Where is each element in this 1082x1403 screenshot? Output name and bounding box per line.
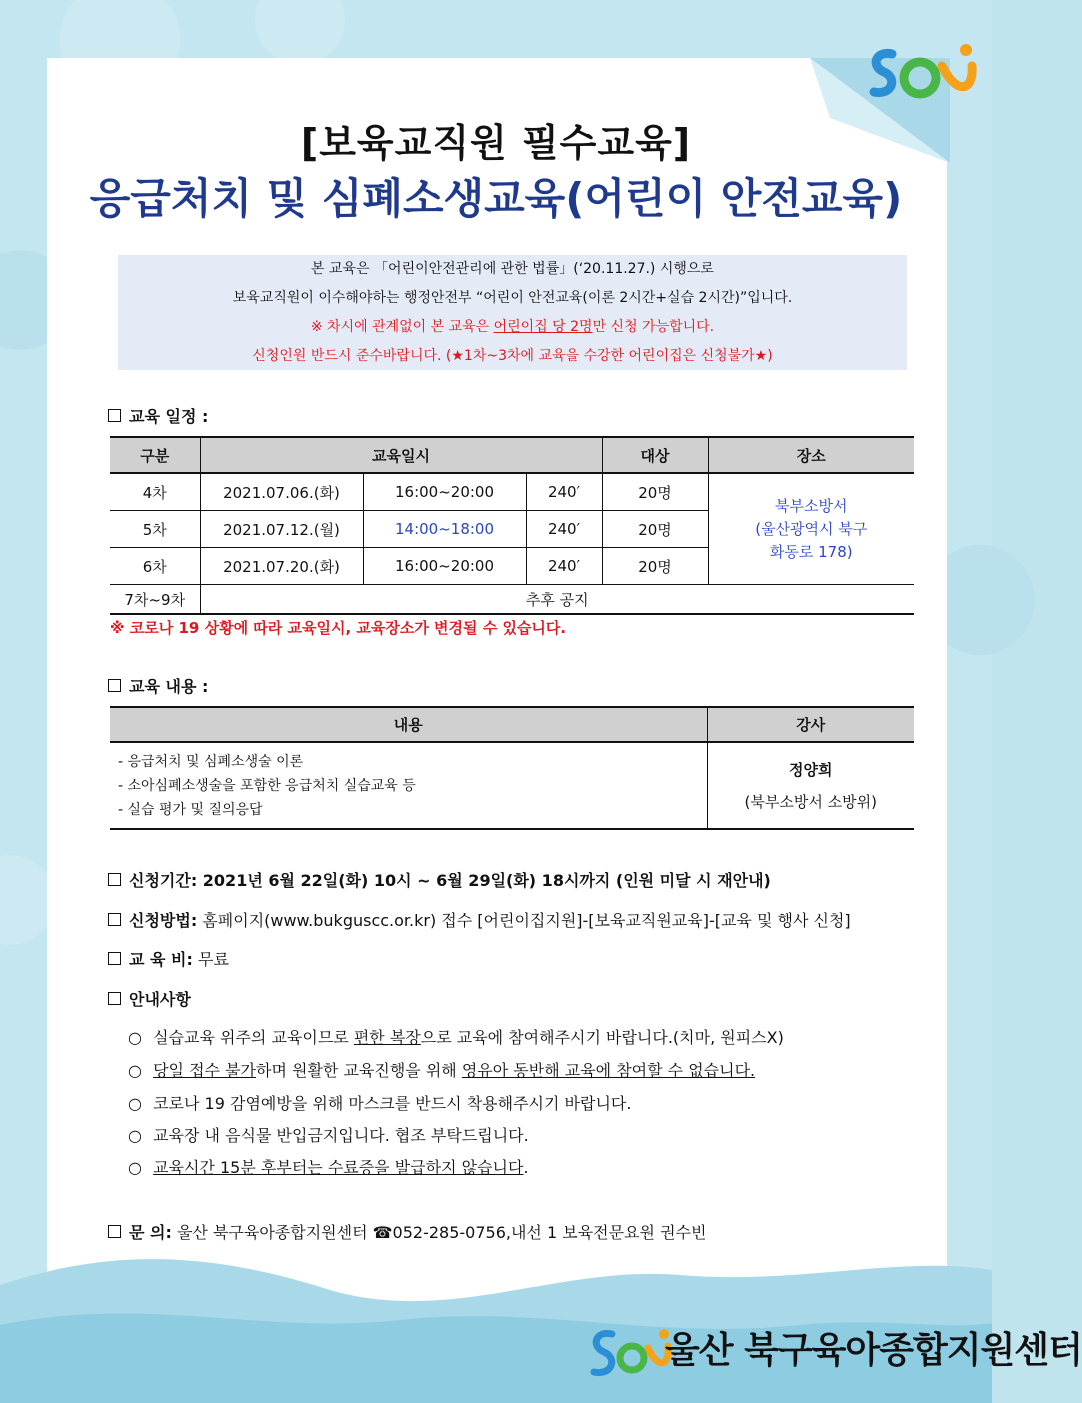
- guide-heading-text: 안내사항: [129, 990, 191, 1009]
- guide-item: [128, 1025, 784, 1048]
- notice-warning-text: 만 신청 가능합니다.: [592, 319, 715, 335]
- table-header-row: [110, 437, 914, 473]
- announcement-cell: 추후 공지: [200, 585, 914, 615]
- time-cell: 14:00~18:00: [363, 511, 526, 548]
- checkbox-square-icon: [108, 952, 121, 965]
- guide-text: .: [523, 1158, 529, 1177]
- guide-text: 으로 교육에 참여해주시기 바랍니다.(치마, 원피스X): [420, 1028, 784, 1047]
- target-cell: 20명: [602, 473, 708, 511]
- place-line: 북부소방서: [775, 496, 848, 515]
- round-cell: 6차: [110, 548, 200, 585]
- circle-bullet-icon: ○: [128, 1028, 142, 1047]
- table-header-cell: 내용: [110, 707, 707, 742]
- guide-emphasis: 편한 복장: [353, 1028, 421, 1047]
- time-cell: 16:00~20:00: [363, 548, 526, 585]
- place-line: (울산광역시 북구: [755, 519, 868, 538]
- education-fee: [108, 947, 229, 970]
- place-cell: [708, 473, 914, 585]
- notice-box: [118, 255, 907, 370]
- checkbox-square-icon: [108, 679, 121, 692]
- schedule-table: [110, 436, 914, 615]
- round-cell: 7차~9차: [110, 585, 200, 615]
- table-header-cell: 교육일시: [200, 437, 602, 473]
- notice-warning-text: ※ 차시에 관계없이 본 교육은: [310, 319, 494, 335]
- content-item: - 응급처치 및 심폐소생술 이론: [118, 753, 304, 770]
- time-cell: 16:00~20:00: [363, 473, 526, 511]
- date-cell: 2021.07.06.(화): [200, 473, 363, 511]
- place-line: 화동로 178): [769, 542, 853, 561]
- application-period-text: 신청기간: 2021년 6월 22일(화) 10시 ~ 6월 29일(화) 18시까지 (인원 미달 시 재안내): [129, 871, 771, 890]
- date-cell: 2021.07.20.(화): [200, 548, 363, 585]
- content-item: - 실습 평가 및 질의응답: [118, 801, 263, 818]
- guide-text: 실습교육 위주의 교육이므로: [153, 1028, 354, 1047]
- checkbox-square-icon: [108, 409, 121, 422]
- minutes-cell: 240′: [526, 548, 602, 585]
- guide-emphasis: 영유아 동반해 교육에 참여할 수 없습니다.: [461, 1061, 756, 1080]
- table-header-cell: 구분: [110, 437, 200, 473]
- guide-item: [128, 1155, 529, 1178]
- content-item: - 소아심폐소생술을 포함한 응급처치 실습교육 등: [118, 777, 416, 794]
- application-period: [108, 868, 771, 891]
- circle-bullet-icon: ○: [128, 1158, 142, 1177]
- contact-value: 울산 북구육아종합지원센터 ☎052-285-0756,내선 1 보육전문요원 권수빈: [171, 1223, 707, 1242]
- contact-info: [108, 1220, 706, 1243]
- content-table: [110, 706, 914, 830]
- table-row: [110, 585, 914, 615]
- notice-warning-emphasis: 어린이집 당 2명: [493, 319, 593, 335]
- round-cell: 4차: [110, 473, 200, 511]
- guide-text: 하며 원활한 교육진행을 위해: [256, 1061, 462, 1080]
- content-heading: [108, 674, 208, 697]
- lecturer-org: (북부소방서 소방위): [744, 792, 877, 811]
- lecturer-name: 정양희: [789, 760, 833, 779]
- checkbox-square-icon: [108, 913, 121, 926]
- application-method-label: 신청방법:: [129, 911, 198, 930]
- center-logo-icon: [862, 36, 982, 106]
- target-cell: 20명: [602, 511, 708, 548]
- table-header-cell: 대상: [602, 437, 708, 473]
- date-cell: 2021.07.12.(월): [200, 511, 363, 548]
- notice-warning: [118, 313, 907, 342]
- page-title: [보육교직원 필수교육]: [300, 121, 692, 165]
- guide-item: [128, 1058, 755, 1081]
- schedule-heading: [108, 404, 208, 427]
- covid-notice: ※ 코로나 19 상황에 따라 교육일시, 교육장소가 변경될 수 있습니다.: [110, 619, 567, 637]
- guide-text: 교육장 내 음식물 반입금지입니다. 협조 부탁드립니다.: [153, 1126, 529, 1145]
- minutes-cell: 240′: [526, 511, 602, 548]
- table-header-row: [110, 707, 914, 742]
- footer-org-name: 울산 북구육아종합지원센터: [665, 1330, 1082, 1371]
- guide-emphasis: 교육시간 15분 후부터는 수료증을 발급하지 않습니다: [153, 1158, 524, 1177]
- circle-bullet-icon: ○: [128, 1061, 142, 1080]
- schedule-heading-text: 교육 일정 :: [129, 407, 209, 426]
- notice-line: 보육교직원이 이수해야하는 행정안전부 “어린이 안전교육(이론 2시간+실습 2시간)”입니다.: [232, 290, 793, 306]
- target-cell: 20명: [602, 548, 708, 585]
- checkbox-square-icon: [108, 992, 121, 1005]
- education-fee-label: 교 육 비:: [129, 950, 193, 969]
- checkbox-square-icon: [108, 873, 121, 886]
- table-row: [110, 742, 914, 829]
- guide-heading: [108, 987, 191, 1010]
- circle-bullet-icon: ○: [128, 1094, 142, 1113]
- guide-text: 코로나 19 감염예방을 위해 마스크를 반드시 착용해주시기 바랍니다.: [153, 1094, 632, 1113]
- table-header-cell: 장소: [708, 437, 914, 473]
- guide-item: [128, 1123, 529, 1146]
- checkbox-square-icon: [108, 1225, 121, 1238]
- guide-emphasis: 당일 접수 불가: [153, 1061, 257, 1080]
- notice-warning: 신청인원 반드시 준수바랍니다. (★1차~3차에 교육을 수강한 어린이집은 신청불가★): [252, 348, 773, 364]
- notice-line: 본 교육은 「어린이안전관리에 관한 법률」(‘20.11.27.) 시행으로: [311, 261, 714, 277]
- education-fee-value: 무료: [192, 950, 229, 969]
- round-cell: 5차: [110, 511, 200, 548]
- contact-label: 문 의:: [129, 1223, 172, 1242]
- application-method: [108, 908, 851, 931]
- lecturer-cell: [707, 742, 914, 829]
- content-heading-text: 교육 내용 :: [129, 677, 209, 696]
- table-header-cell: 강사: [707, 707, 914, 742]
- page-subtitle: 응급처치 및 심폐소생교육(어린이 안전교육): [89, 174, 903, 223]
- content-items-cell: [110, 742, 707, 829]
- minutes-cell: 240′: [526, 473, 602, 511]
- application-method-value: 홈페이지(www.bukguscc.or.kr) 접수 [어린이집지원]-[보육교직원교육]-[교육 및 행사 신청]: [197, 911, 851, 930]
- guide-item: [128, 1091, 631, 1114]
- circle-bullet-icon: ○: [128, 1126, 142, 1145]
- table-row: [110, 473, 914, 511]
